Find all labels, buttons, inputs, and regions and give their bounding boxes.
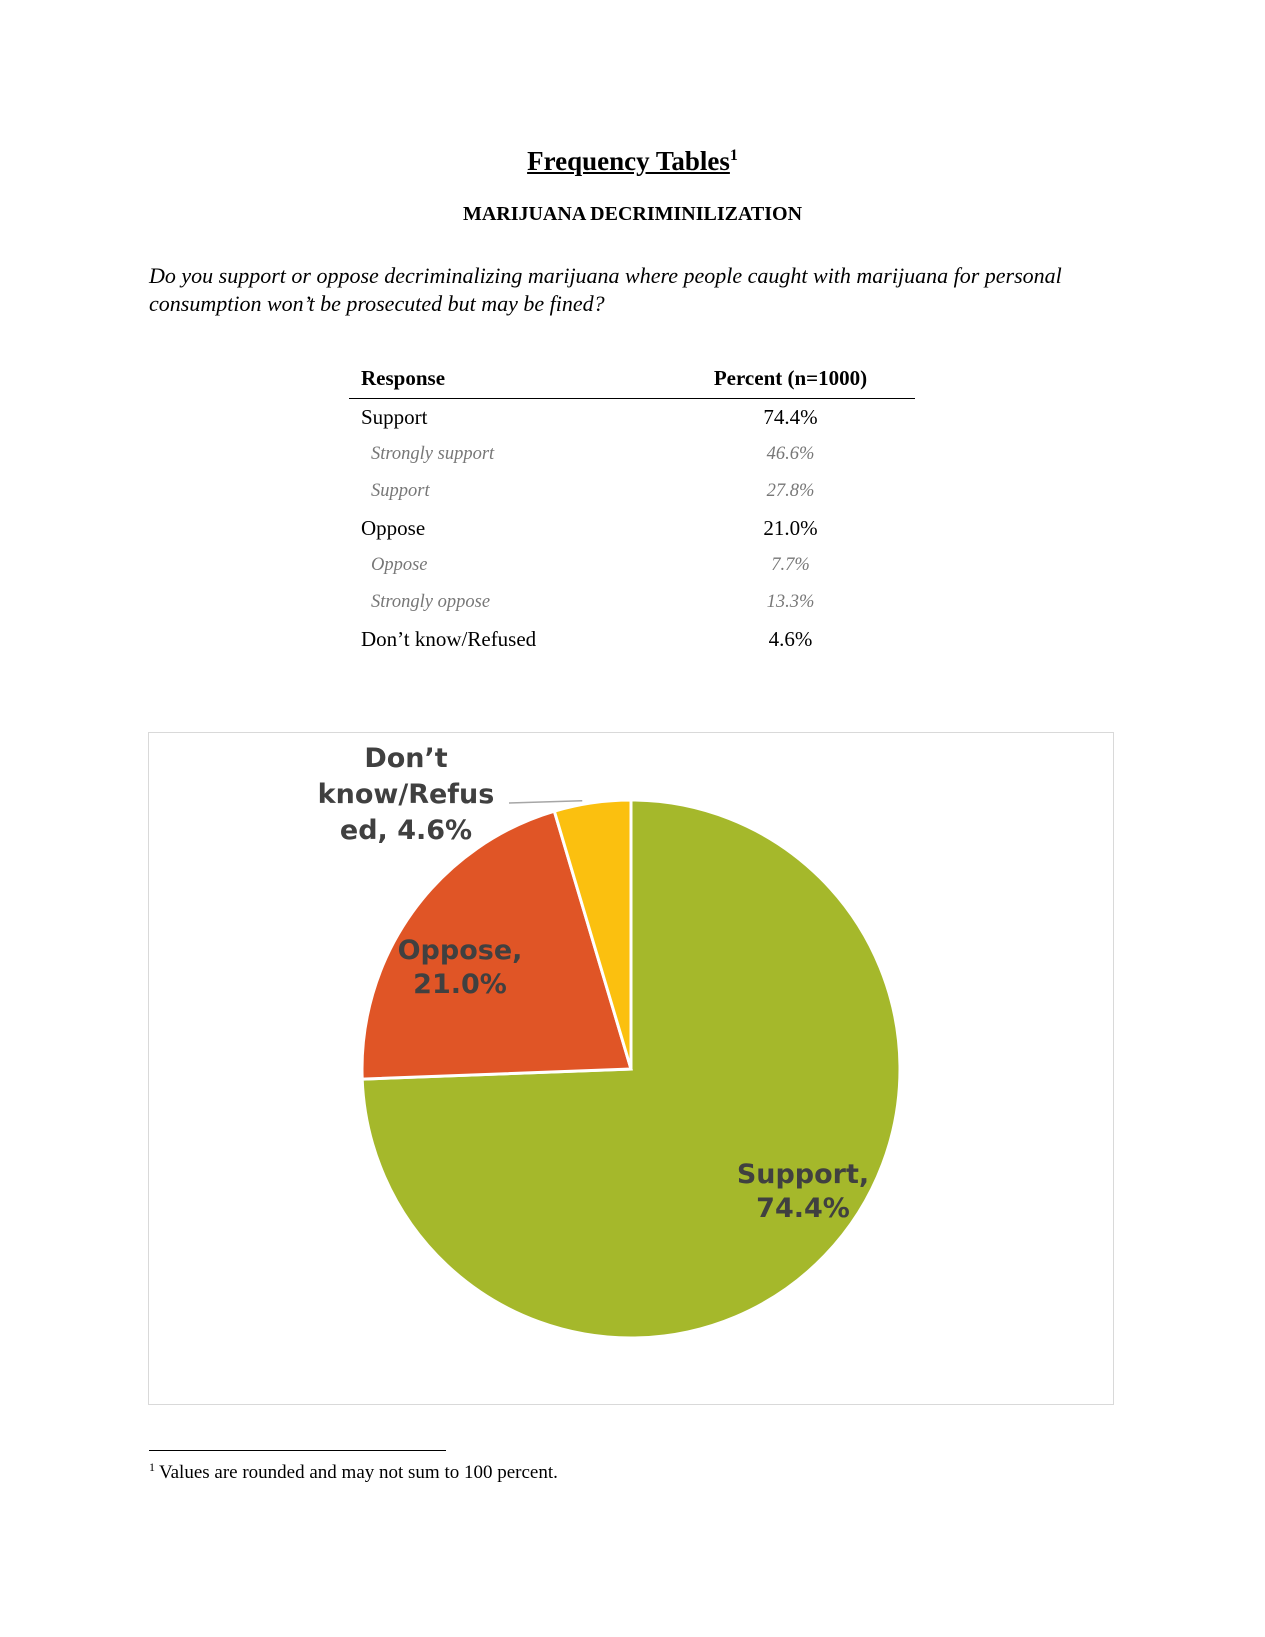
page-title	[0, 146, 1265, 177]
leader-line	[509, 801, 582, 803]
row-label: Strongly support	[371, 444, 495, 464]
frequency-table	[349, 366, 915, 658]
row-value: 7.7%	[771, 555, 810, 575]
pie-chart-frame	[148, 732, 1114, 1405]
table-row-support	[349, 399, 915, 436]
data-label-support: Support, 74.4%	[736, 1159, 870, 1224]
row-value: 27.8%	[766, 481, 815, 501]
survey-question: Do you support or oppose decriminalizing marijuana where people caught with marijuana for personal consumption won’t be prosecuted but may be fined?	[149, 263, 1062, 316]
column-header-response: Response	[361, 366, 446, 390]
table-row-strongly-support	[349, 436, 915, 473]
title-text: Frequency Tables	[527, 146, 730, 176]
row-label: Support	[361, 405, 428, 429]
pie-chart	[149, 733, 1115, 1406]
data-label-dont-know: Don’t know/Refus ed, 4.6%	[317, 743, 495, 846]
footnote-mark: 1	[149, 1459, 155, 1474]
column-header-percent: Percent (n=1000)	[713, 366, 868, 390]
row-value: 4.6%	[768, 627, 813, 651]
table-row-oppose-sub	[349, 547, 915, 584]
row-value: 46.6%	[766, 444, 815, 464]
row-value: 74.4%	[763, 405, 818, 429]
table-row-strongly-oppose	[349, 584, 915, 621]
data-label-oppose: Oppose, 21.0%	[397, 935, 523, 1000]
title-footnote-mark: 1	[729, 147, 738, 164]
footnote-text: Values are rounded and may not sum to 100 percent.	[159, 1462, 558, 1483]
table-row-dont-know	[349, 621, 915, 658]
footnote-separator	[149, 1450, 446, 1451]
section-subtitle: MARIJUANA DECRIMINILIZATION	[462, 203, 803, 225]
row-label: Don’t know/Refused	[361, 627, 537, 651]
table-row-support-sub	[349, 473, 915, 510]
row-label: Oppose	[361, 516, 426, 540]
row-label: Oppose	[371, 555, 428, 575]
row-label: Strongly oppose	[371, 592, 491, 612]
table-header-row	[349, 366, 915, 399]
row-label: Support	[371, 481, 430, 501]
row-value: 21.0%	[763, 516, 818, 540]
table-row-oppose	[349, 510, 915, 547]
row-value: 13.3%	[766, 592, 815, 612]
footnote	[149, 1459, 558, 1484]
